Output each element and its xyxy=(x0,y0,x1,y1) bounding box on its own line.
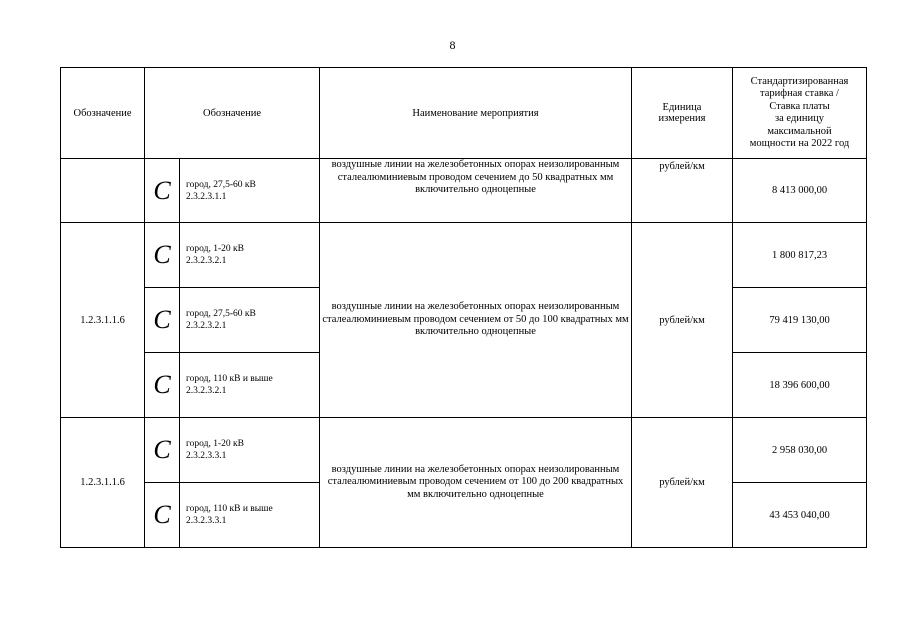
header-unit xyxy=(632,68,733,159)
header-rate-line: максимальной xyxy=(767,125,832,137)
table-row xyxy=(61,418,867,483)
category-letter: C xyxy=(145,483,180,548)
activity-name: воздушные линии на железобетонных опорах неизолированным сталеалюминиевым проводом сечением от 50 до 100 квадратных мм включительно одноцепные xyxy=(320,223,632,418)
header-rate-line: Стандартизированная xyxy=(750,75,849,87)
header-designation-2: Обозначение xyxy=(145,68,320,159)
row-detail xyxy=(180,483,320,548)
detail-code: 2.3.2.3.2.1 xyxy=(186,386,227,396)
row-detail xyxy=(180,353,320,418)
tariff-table xyxy=(60,67,867,548)
detail-code: 2.3.2.3.1.1 xyxy=(186,191,227,202)
header-rate xyxy=(733,68,867,159)
header-row xyxy=(61,68,867,159)
header-rate-line: тарифная ставка / xyxy=(760,88,839,99)
row-code xyxy=(61,159,145,223)
detail-location: город, 27,5-60 кВ xyxy=(186,179,256,190)
rate-value: 43 453 040,00 xyxy=(733,483,867,548)
category-letter: C xyxy=(145,223,180,288)
detail-code: 2.3.2.3.3.1 xyxy=(186,516,227,526)
header-rate-line: мощности на 2022 год xyxy=(749,138,850,149)
category-letter: C xyxy=(145,353,180,418)
rate-value: 8 413 000,00 xyxy=(733,159,867,223)
row-detail xyxy=(180,223,320,288)
page-number: 8 xyxy=(449,38,456,52)
detail-location: город, 27,5-60 кВ xyxy=(186,309,256,319)
detail-location: город, 110 кВ и выше xyxy=(186,374,273,384)
table-row xyxy=(61,159,867,223)
header-rate-line: Ставка платы xyxy=(769,100,830,112)
header-unit-line: Единица xyxy=(662,102,702,113)
row-code: 1.2.3.1.1.6 xyxy=(61,418,145,548)
activity-name: воздушные линии на железобетонных опорах неизолированным сталеалюминиевым проводом сечением от 100 до 200 квадратных мм включительно одноцепные xyxy=(320,418,632,548)
row-detail xyxy=(180,418,320,483)
detail-code: 2.3.2.3.2.1 xyxy=(186,256,227,266)
row-detail xyxy=(180,288,320,353)
header-activity-name: Наименование мероприятия xyxy=(320,68,632,159)
unit-cell: рублей/км xyxy=(632,418,733,548)
row-detail xyxy=(180,159,320,223)
detail-location: город, 1-20 кВ xyxy=(186,439,244,449)
rate-value: 18 396 600,00 xyxy=(733,353,867,418)
unit-cell: рублей/км xyxy=(632,159,733,223)
detail-code: 2.3.2.3.3.1 xyxy=(186,451,227,461)
category-letter: C xyxy=(145,288,180,353)
category-letter: C xyxy=(145,159,180,223)
table-row xyxy=(61,223,867,288)
header-rate-line: за единицу xyxy=(774,113,825,124)
detail-code: 2.3.2.3.2.1 xyxy=(186,321,227,331)
unit-cell: рублей/км xyxy=(632,223,733,418)
category-letter: C xyxy=(145,418,180,483)
activity-name: воздушные линии на железобетонных опорах неизолированным сталеалюминиевым проводом сечением до 50 квадратных мм включительно одноцепные xyxy=(320,159,632,223)
row-code: 1.2.3.1.1.6 xyxy=(61,223,145,418)
rate-value: 79 419 130,00 xyxy=(733,288,867,353)
detail-location: город, 1-20 кВ xyxy=(186,244,244,254)
detail-location: город, 110 кВ и выше xyxy=(186,504,273,514)
header-unit-line: измерения xyxy=(658,113,706,124)
rate-value: 1 800 817,23 xyxy=(733,223,867,288)
rate-value: 2 958 030,00 xyxy=(733,418,867,483)
header-designation-1: Обозначение xyxy=(61,68,145,159)
